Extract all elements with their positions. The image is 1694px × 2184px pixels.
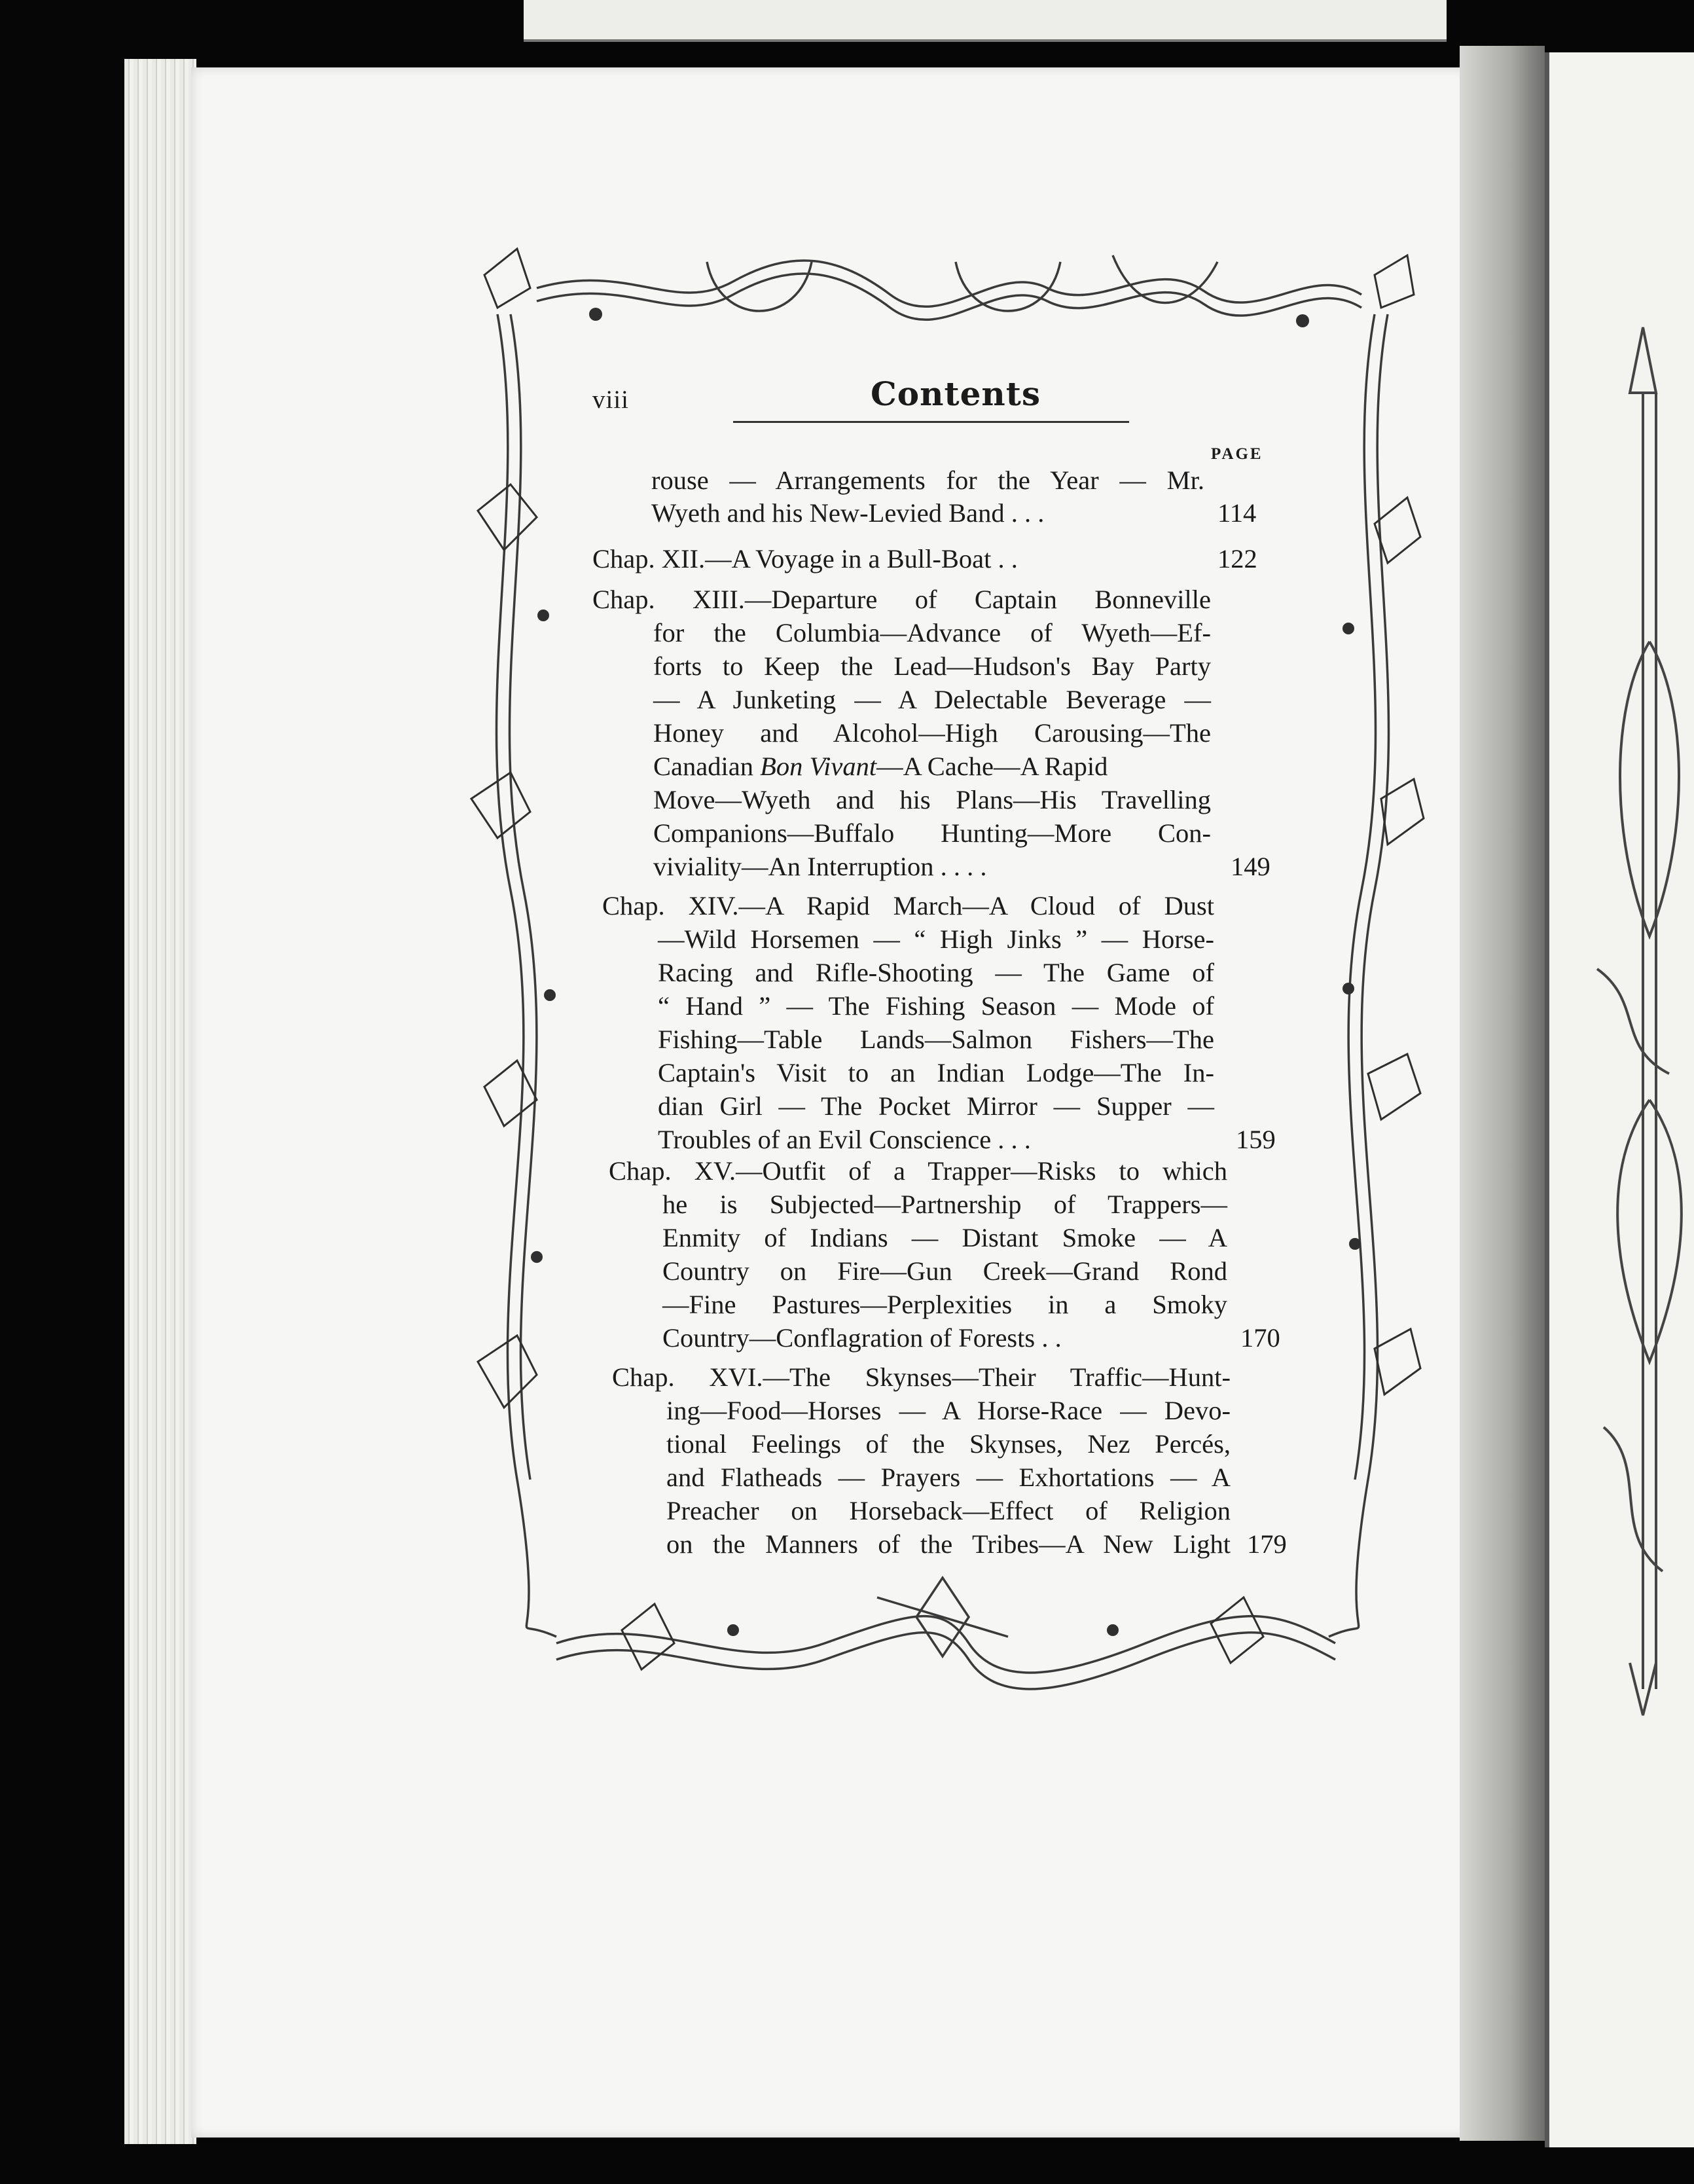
toc-line: ing—Food—Horses — A Horse-Race — Devo- <box>666 1396 1231 1425</box>
toc-page-number: 122 <box>1217 544 1257 573</box>
gutter-shadow <box>1460 46 1545 2141</box>
toc-chapter-line <box>592 543 1018 575</box>
toc-line: Country—Conflagration of Forests . . <box>662 1323 1062 1353</box>
page-column-label: PAGE <box>1211 445 1263 463</box>
chapter-title: —Outfit of a Trapper—Risks to which <box>736 1156 1227 1186</box>
toc-line: Move—Wyeth and his Plans—His Travelling <box>653 785 1211 814</box>
toc-line: tional Feelings of the Skynses, Nez Percés, <box>666 1429 1231 1459</box>
chapter-prefix: Chap. <box>602 891 665 920</box>
toc-page-number: 149 <box>1231 852 1270 881</box>
chapter-prefix: Chap. <box>592 544 655 573</box>
toc-line <box>653 751 1211 782</box>
top-page-strip <box>524 0 1447 42</box>
toc-chapter-line <box>602 890 1214 922</box>
toc-line: viviality—An Interruption . . . . <box>653 852 987 881</box>
chapter-title: —The Skynses—Their Traffic—Hunt- <box>763 1362 1231 1392</box>
chapter-prefix: Chap. <box>609 1156 672 1186</box>
toc-line: — A Junketing — A Delectable Beverage — <box>653 685 1211 714</box>
toc-italic-text: Bon Vivant <box>760 752 877 781</box>
chapter-number: XV. <box>694 1156 736 1186</box>
toc-line: Troubles of an Evil Conscience . . . <box>658 1125 1031 1154</box>
running-head: Contents <box>870 374 1041 413</box>
toc-page-number: 114 <box>1217 498 1257 528</box>
chapter-title: —Departure of Captain Bonneville <box>744 585 1211 614</box>
toc-page-number: 179 <box>1247 1529 1287 1559</box>
page-fore-edge <box>124 59 196 2144</box>
chapter-title: —A Rapid March—A Cloud of Dust <box>738 891 1215 920</box>
toc-line: rouse — Arrangements for the Year — Mr. <box>651 465 1204 495</box>
toc-page-number: 170 <box>1240 1323 1280 1353</box>
toc-line: dian Girl — The Pocket Mirror — Supper — <box>658 1091 1214 1121</box>
header-rule <box>733 421 1129 423</box>
toc-line: on the Manners of the Tribes—A New Light <box>666 1529 1231 1559</box>
facing-page <box>1545 52 1694 2147</box>
toc-line: Companions—Buffalo Hunting—More Con- <box>653 818 1211 848</box>
toc-line: Honey and Alcohol—High Carousing—The <box>653 718 1211 748</box>
toc-text: Canadian <box>653 752 753 781</box>
toc-line: —Wild Horsemen — “ High Jinks ” — Horse- <box>658 924 1214 954</box>
toc-line: Racing and Rifle-Shooting — The Game of <box>658 958 1214 987</box>
chapter-number: XVI. <box>709 1362 763 1392</box>
toc-line: and Flatheads — Prayers — Exhortations — A <box>666 1463 1231 1492</box>
toc-text: —A Cache—A Rapid <box>876 752 1108 781</box>
chapter-number: XIV. <box>688 891 739 920</box>
toc-line: he is Subjected—Partnership of Trappers— <box>662 1190 1227 1219</box>
toc-line: Preacher on Horseback—Effect of Religion <box>666 1496 1231 1525</box>
facing-page-ornament <box>1545 52 1694 2147</box>
toc-line: “ Hand ” — The Fishing Season — Mode of <box>658 991 1214 1021</box>
toc-chapter-line <box>609 1156 1227 1187</box>
toc-line: —Fine Pastures—Perplexities in a Smoky <box>662 1290 1227 1319</box>
toc-line: Fishing—Table Lands—Salmon Fishers—The <box>658 1025 1214 1054</box>
toc-chapter-line <box>592 584 1211 615</box>
chapter-number: XII. <box>661 544 706 573</box>
toc-page-number: 159 <box>1236 1125 1276 1154</box>
page-folio: viii <box>592 386 630 414</box>
toc-line: Captain's Visit to an Indian Lodge—The In- <box>658 1058 1214 1087</box>
chapter-prefix: Chap. <box>592 585 655 614</box>
toc-line: Country on Fire—Gun Creek—Grand Rond <box>662 1256 1227 1286</box>
chapter-title: —A Voyage in a Bull-Boat . . <box>705 544 1018 573</box>
toc-line: forts to Keep the Lead—Hudson's Bay Party <box>653 651 1211 681</box>
toc-line: for the Columbia—Advance of Wyeth—Ef- <box>653 618 1211 647</box>
toc-line: Wyeth and his New-Levied Band . . . <box>651 498 1045 528</box>
chapter-prefix: Chap. <box>612 1362 675 1392</box>
toc-line: Enmity of Indians — Distant Smoke — A <box>662 1223 1227 1252</box>
chapter-number: XIII. <box>693 585 745 614</box>
toc-chapter-line <box>612 1362 1231 1393</box>
